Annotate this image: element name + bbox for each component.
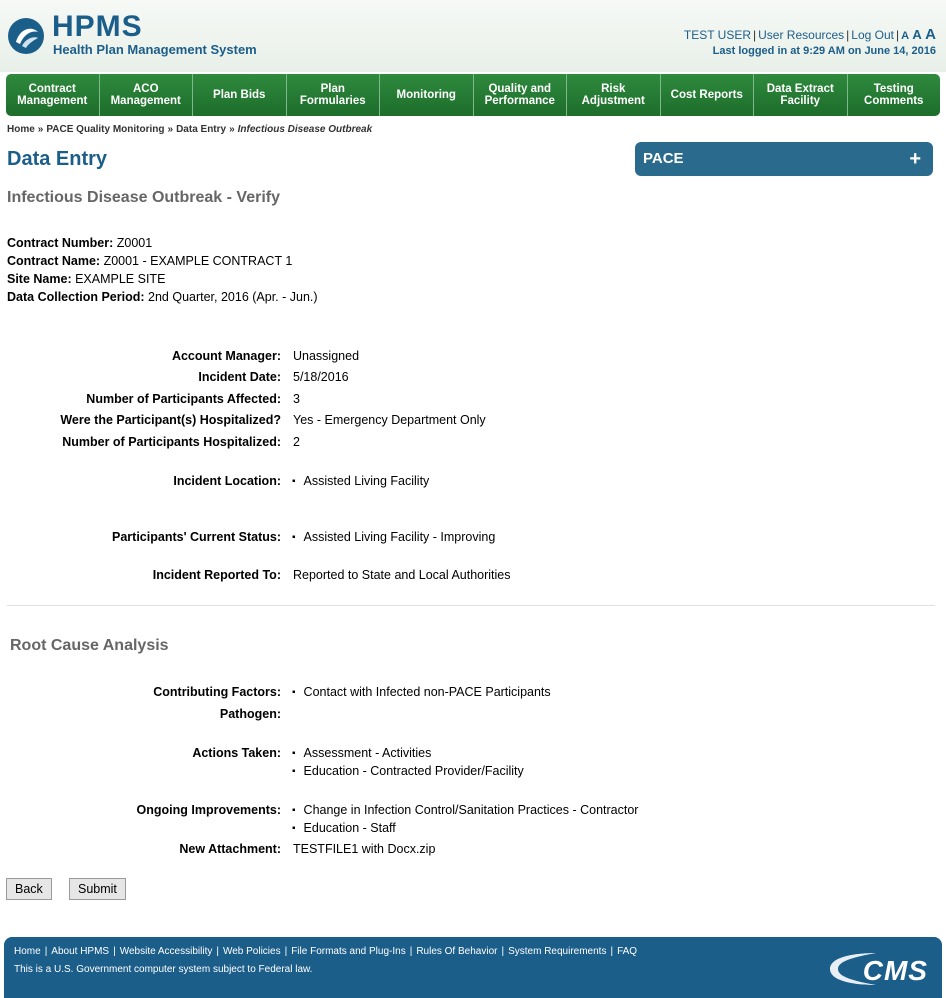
footer-link-home[interactable]: Home	[14, 946, 41, 957]
ongoing-improvement-item: ▪ Change in Infection Control/Sanitation Practices - Contractor	[292, 803, 638, 817]
pathogen-label: Pathogen:	[219, 707, 281, 721]
section-title: Infectious Disease Outbreak - Verify	[7, 189, 280, 206]
breadcrumb-home[interactable]: Home	[7, 124, 35, 135]
action-taken-item: ▪ Assessment - Activities	[292, 746, 431, 760]
nav-aco-management[interactable]: ACO Management	[100, 74, 194, 116]
participants-hospitalized-label: Number of Participants Hospitalized:	[62, 435, 281, 449]
contract-name: Z0001 - EXAMPLE CONTRACT 1	[103, 254, 293, 268]
nav-plan-formularies[interactable]: Plan Formularies	[287, 74, 381, 116]
pace-panel[interactable]	[635, 142, 933, 176]
nav-cost-reports[interactable]: Cost Reports	[661, 74, 755, 116]
participants-hospitalized-value: 2	[293, 435, 300, 449]
last-login: Last logged in at 9:29 AM on June 14, 2016	[712, 45, 936, 57]
contributing-factor-item: ▪ Contact with Infected non-PACE Participants	[292, 685, 551, 699]
footer-note: This is a U.S. Government computer system subject to Federal law.	[14, 964, 313, 975]
nav-data-extract-facility[interactable]: Data Extract Facility	[754, 74, 848, 116]
pace-panel-label: PACE	[643, 150, 684, 167]
hospitalized-label: Were the Participant(s) Hospitalized?	[60, 413, 281, 427]
contributing-factors-label: Contributing Factors:	[153, 685, 281, 699]
data-collection-period: 2nd Quarter, 2016 (Apr. - Jun.)	[148, 290, 318, 304]
footer-link-about[interactable]: About HPMS	[51, 946, 110, 957]
footer-link-faq[interactable]: FAQ	[617, 946, 638, 957]
actions-taken-label: Actions Taken:	[192, 746, 281, 760]
incident-date-label: Incident Date:	[198, 370, 281, 384]
reported-to-value: Reported to State and Local Authorities	[293, 568, 511, 582]
cms-logo: CMS	[862, 955, 928, 986]
footer	[4, 937, 942, 998]
footer-link-file-formats[interactable]: File Formats and Plug-Ins	[291, 946, 406, 957]
font-size-medium-link[interactable]: A	[912, 27, 922, 42]
nav-monitoring[interactable]: Monitoring	[380, 74, 474, 116]
hpms-logo-icon	[6, 16, 46, 56]
incident-location-label: Incident Location:	[173, 474, 281, 488]
section-divider	[7, 605, 935, 606]
contract-number-label: Contract Number:	[7, 236, 114, 250]
log-out-link[interactable]: Log Out	[851, 28, 894, 42]
header	[0, 0, 946, 72]
account-manager-label: Account Manager:	[171, 349, 281, 363]
breadcrumb-current: Infectious Disease Outbreak	[237, 124, 373, 135]
font-size-small-link[interactable]: A	[901, 30, 910, 42]
contract-number: Z0001	[116, 236, 153, 250]
plus-icon[interactable]: +	[909, 148, 921, 170]
footer-link-accessibility[interactable]: Website Accessibility	[119, 946, 213, 957]
user-name: TEST USER	[683, 28, 752, 42]
current-status-item: ▪ Assisted Living Facility - Improving	[292, 530, 495, 544]
current-status-label: Participants' Current Status:	[112, 530, 281, 544]
incident-date-value: 5/18/2016	[293, 370, 349, 384]
nav-plan-bids[interactable]: Plan Bids	[193, 74, 287, 116]
site-name: EXAMPLE SITE	[75, 272, 166, 286]
participants-affected-value: 3	[293, 392, 300, 406]
user-links: TEST USER | User Resources | Log Out | A A A	[683, 26, 936, 43]
font-size-large-link[interactable]: A	[925, 26, 936, 43]
footer-link-system-requirements[interactable]: System Requirements	[508, 946, 607, 957]
contract-name-label: Contract Name:	[7, 254, 101, 268]
action-taken-item: ▪ Education - Contracted Provider/Facility	[292, 764, 524, 778]
site-name-label: Site Name:	[7, 272, 72, 286]
incident-location-item: ▪ Assisted Living Facility	[292, 474, 429, 488]
new-attachment-label: New Attachment:	[179, 842, 281, 856]
footer-link-rules[interactable]: Rules Of Behavior	[416, 946, 498, 957]
reported-to-label: Incident Reported To:	[152, 568, 281, 582]
account-manager-value: Unassigned	[293, 349, 360, 363]
main-nav	[6, 74, 940, 116]
hospitalized-value: Yes - Emergency Department Only	[293, 413, 486, 427]
contract-info	[7, 234, 318, 306]
breadcrumb-data-entry[interactable]: Data Entry	[176, 124, 227, 135]
data-collection-period-label: Data Collection Period:	[7, 290, 145, 304]
nav-risk-adjustment[interactable]: Risk Adjustment	[567, 74, 661, 116]
breadcrumb-pace-quality[interactable]: PACE Quality Monitoring	[46, 124, 165, 135]
participants-affected-label: Number of Participants Affected:	[86, 392, 281, 406]
logo-title: HPMS	[52, 10, 143, 43]
nav-quality-performance[interactable]: Quality and Performance	[474, 74, 568, 116]
footer-links: Home | About HPMS | Website Accessibility | Web Policies | File Formats and Plug-Ins | Rules Of Behavior | System Requirements | FAQ	[14, 946, 638, 957]
ongoing-improvement-item: ▪ Education - Staff	[292, 821, 396, 835]
footer-link-web-policies[interactable]: Web Policies	[222, 946, 281, 957]
submit-button[interactable]: Submit	[69, 878, 126, 900]
user-resources-link[interactable]: User Resources	[758, 28, 845, 42]
nav-testing-comments[interactable]: Testing Comments	[864, 83, 924, 107]
ongoing-improvements-label: Ongoing Improvements:	[136, 803, 281, 817]
logo-subtitle: Health Plan Management System	[53, 42, 257, 57]
page-title: Data Entry	[7, 148, 108, 170]
hpms-logo[interactable]	[6, 10, 266, 60]
root-cause-analysis-title: Root Cause Analysis	[10, 637, 169, 654]
new-attachment-value: TESTFILE1 with Docx.zip	[293, 842, 436, 856]
breadcrumb: Home » PACE Quality Monitoring » Data Entry » Infectious Disease Outbreak	[7, 124, 373, 135]
nav-contract-management[interactable]: Contract Management	[6, 74, 100, 116]
back-button[interactable]: Back	[6, 878, 52, 900]
